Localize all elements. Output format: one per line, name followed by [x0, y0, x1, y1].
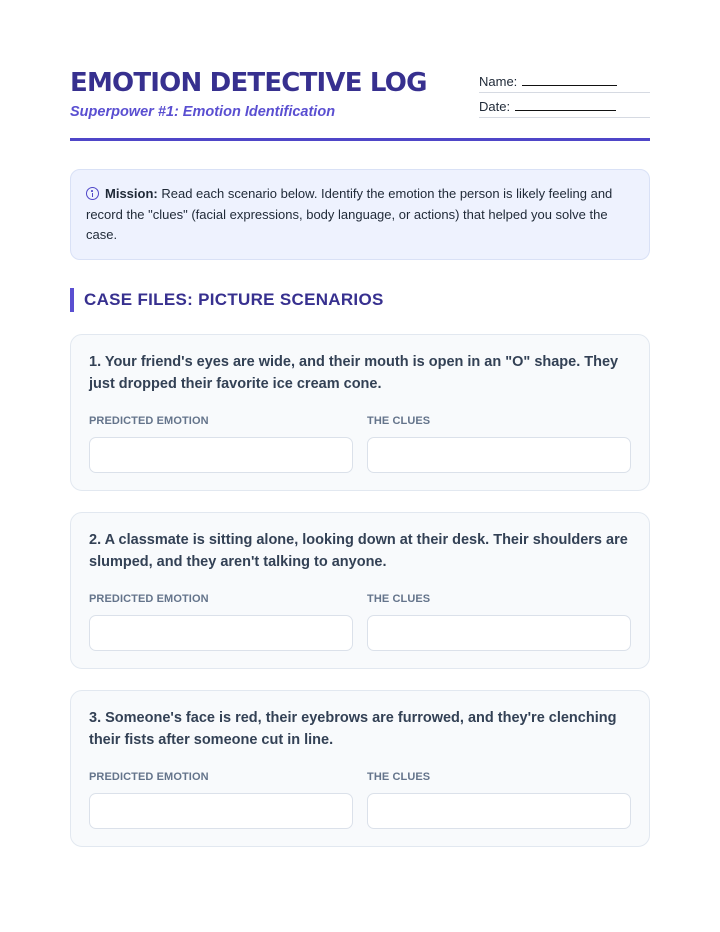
predicted-emotion-label: PREDICTED EMOTION [89, 771, 209, 783]
predicted-emotion-label: PREDICTED EMOTION [89, 593, 209, 605]
date-field[interactable] [479, 96, 650, 118]
clues-label: THE CLUES [367, 771, 431, 783]
case-card [70, 334, 650, 491]
case-prompt: 1. Your friend's eyes are wide, and their mouth is open in an "O" shape. They just dropped their favorite ice cream cone. [89, 354, 619, 392]
page-title: EMOTION DETECTIVE LOG [70, 68, 427, 98]
mission-text: Read each scenario below. Identify the emotion the person is likely feeling and record the "clues" (facial expressions, body language, or actions) that helped you solve the case. [86, 186, 613, 242]
case-card [70, 512, 650, 669]
predicted-emotion-input[interactable] [89, 615, 353, 651]
mission-label: Mission: [105, 186, 158, 201]
name-blank-line [522, 85, 617, 86]
clues-label: THE CLUES [367, 593, 431, 605]
clues-label: THE CLUES [367, 415, 431, 427]
case-card [70, 690, 650, 847]
clues-input[interactable] [367, 793, 631, 829]
predicted-emotion-label: PREDICTED EMOTION [89, 415, 209, 427]
worksheet-header [70, 0, 650, 141]
clues-input[interactable] [367, 437, 631, 473]
clues-input[interactable] [367, 615, 631, 651]
page-subtitle: Superpower #1: Emotion Identification [70, 104, 336, 120]
date-label: Date: [479, 99, 511, 114]
name-label: Name: [479, 74, 518, 89]
predicted-emotion-input[interactable] [89, 793, 353, 829]
case-prompt: 3. Someone's face is red, their eyebrows are furrowed, and they're clenching their fists after someone cut in line. [89, 710, 617, 748]
mission-box [70, 169, 650, 260]
section-heading: CASE FILES: PICTURE SCENARIOS [70, 288, 384, 312]
case-prompt: 2. A classmate is sitting alone, looking down at their desk. Their shoulders are slumped, and they aren't talking to anyone. [89, 532, 628, 570]
name-field[interactable] [479, 71, 650, 93]
date-blank-line [515, 110, 616, 111]
predicted-emotion-input[interactable] [89, 437, 353, 473]
info-icon [86, 187, 99, 200]
